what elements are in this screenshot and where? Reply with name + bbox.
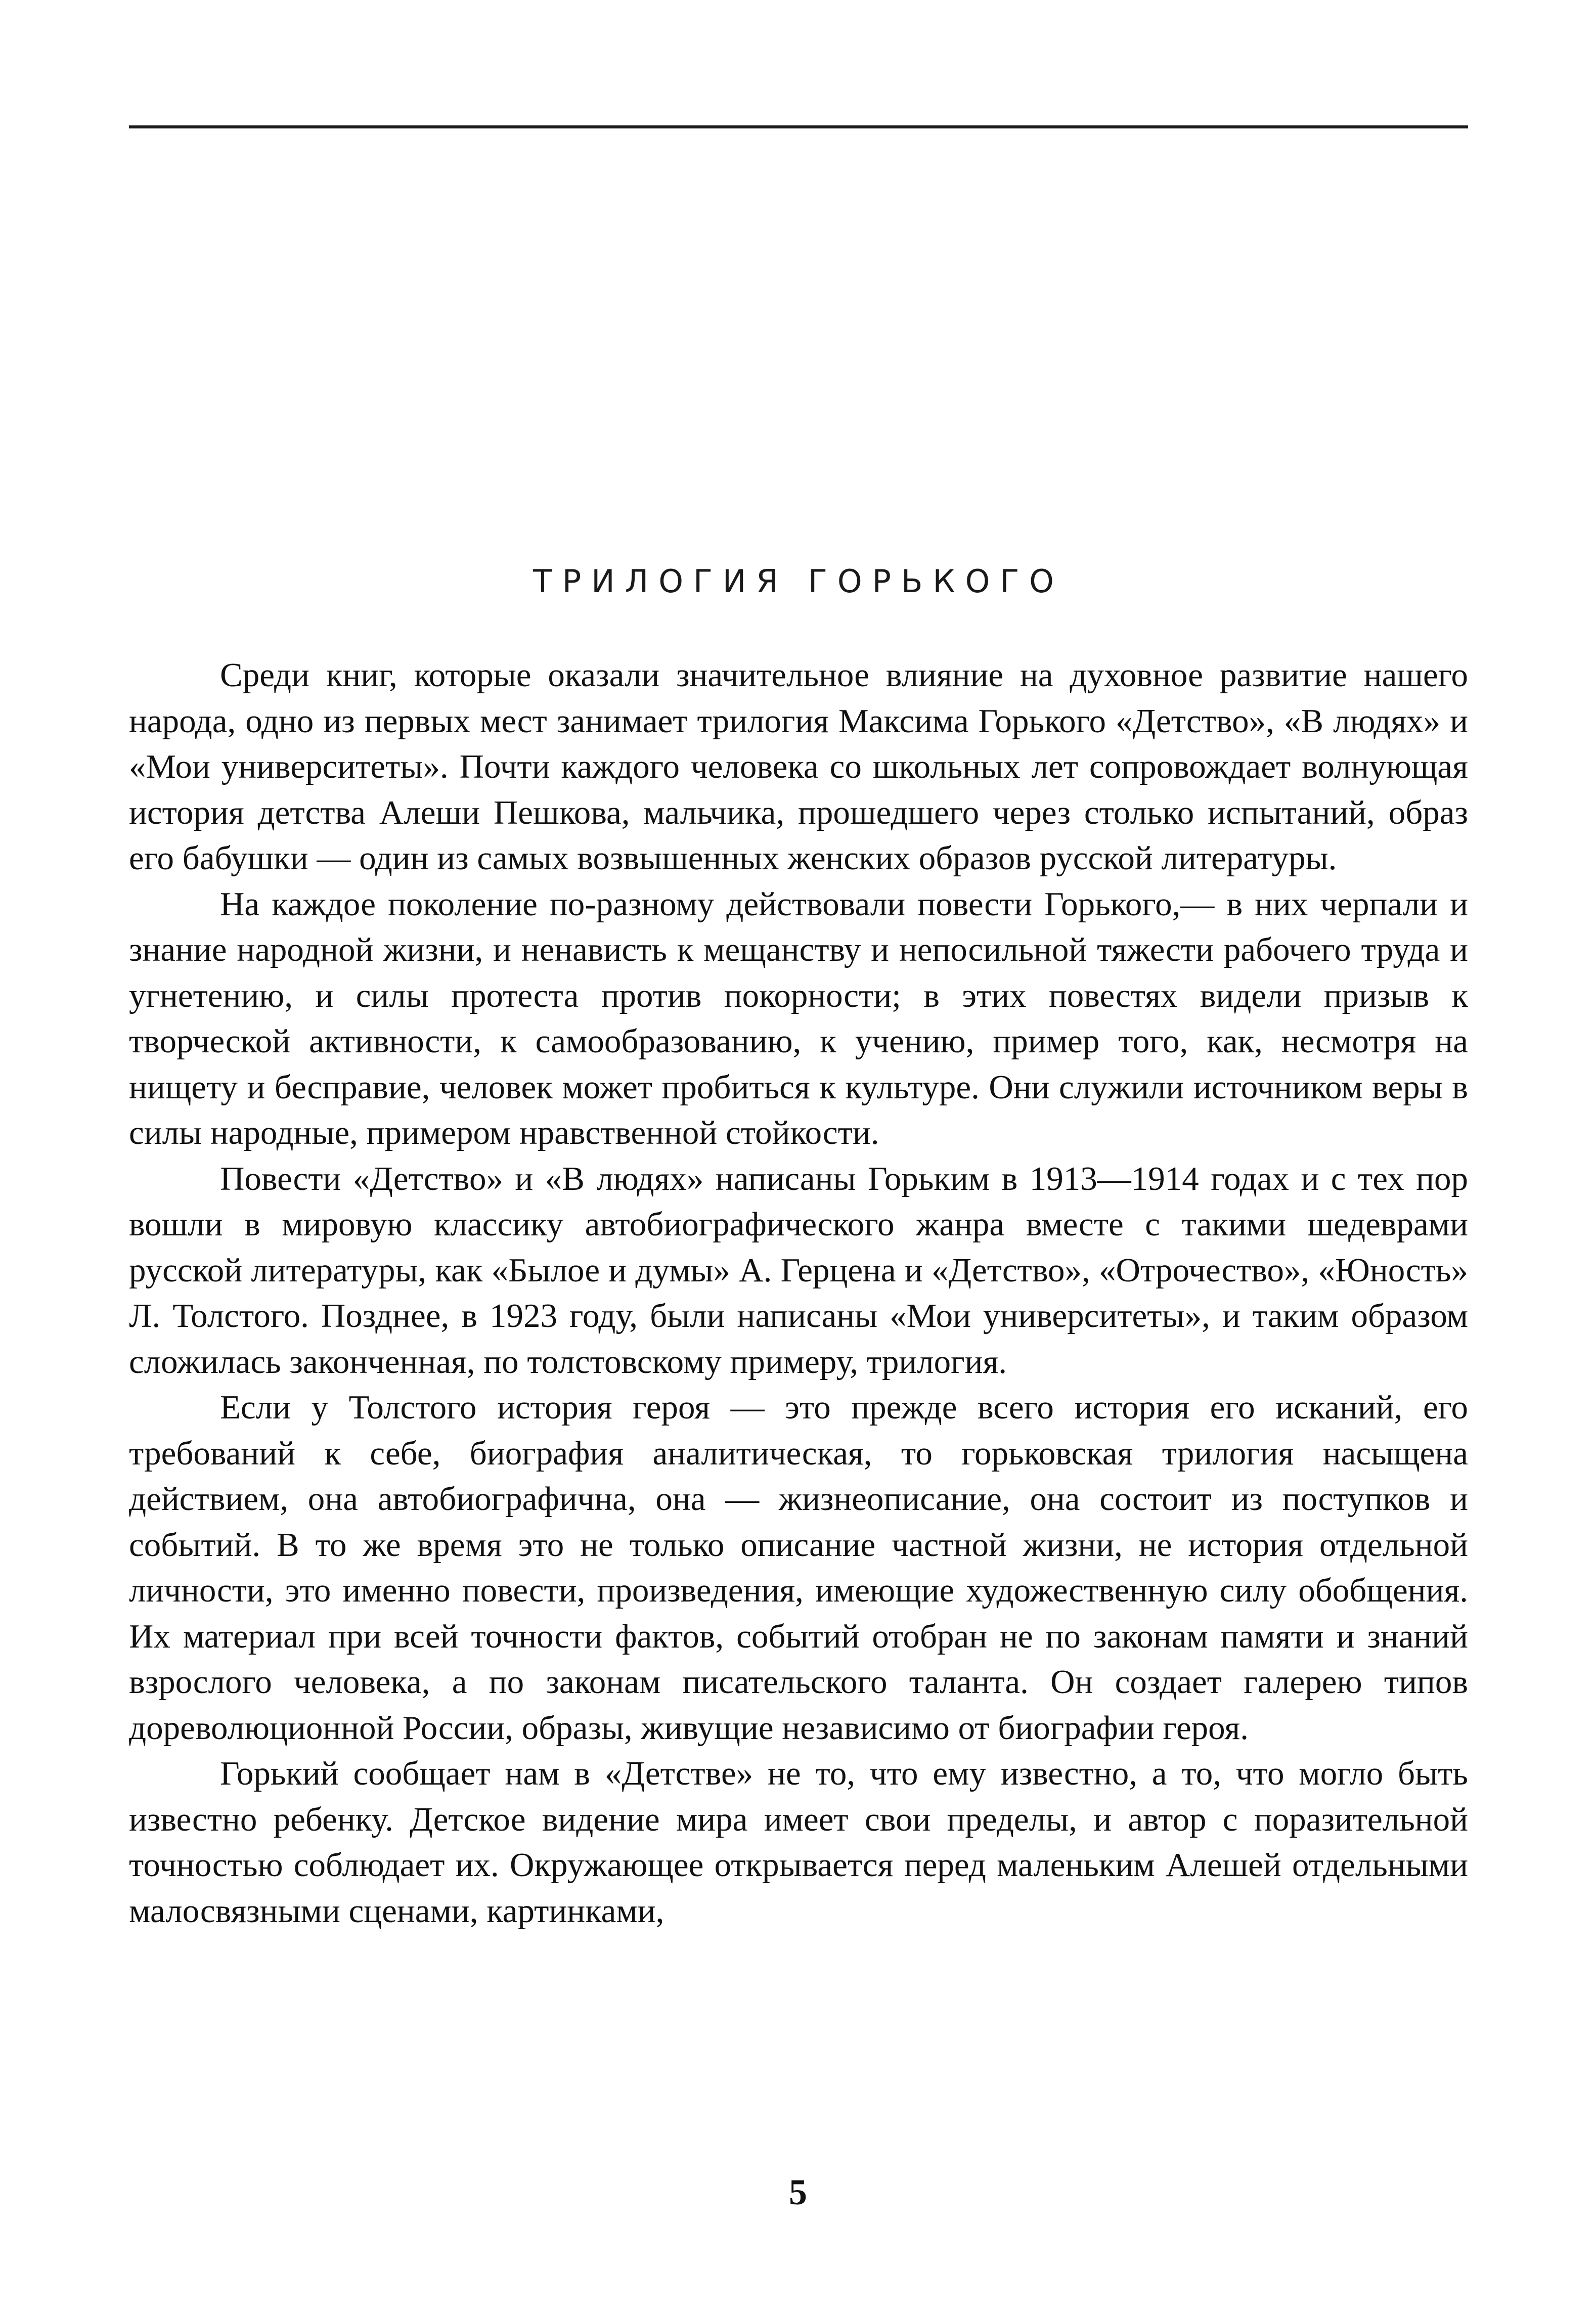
- top-rule-divider: [129, 125, 1468, 128]
- page-number: 5: [789, 2172, 807, 2212]
- paragraph-1: Среди книг, которые оказали значительное влияние на духовное развитие нашего народа, одно из первых мест занимает трилогия Максима Горького «Детство», «В людях» и «Мои университеты». Почти каждого человека со школьных лет сопровождает волнующая история детства Алеши Пешкова, мальчика, прошедшего через столько испытаний, образ его бабушки — один из самых возвышенных женских образов русской литературы.: [129, 656, 1468, 877]
- chapter-title: ТРИЛОГИЯ ГОРЬКОГО: [533, 563, 1064, 600]
- paragraph-2: На каждое поколение по-разному действовали повести Горького,— в них черпали и знание народной жизни, и ненависть к мещанству и непосильной тяжести рабочего труда и угнетению, и силы протеста против покорности; в этих повестях видели призыв к творческой активности, к самообразованию, к учению, пример того, как, несмотря на нищету и бесправие, человек может пробиться к культуре. Они служили источником веры в силы народные, примером нравственной стойкости.: [129, 885, 1468, 1151]
- paragraph-4: Если у Толстого история героя — это прежде всего история его исканий, его требований к себе, биография аналитическая, то горьковская трилогия насыщена действием, она автобиографична, она — жизнеописание, она состоит из поступков и событий. В то же время это не только описание частной жизни, не история отдельной личности, это именно повести, произведения, имеющие художественную силу обобщения. Их материал при всей точности фактов, событий отобран не по законам памяти и знаний взрослого человека, а по законам писательского таланта. Он создает галерею типов дореволюционной России, образы, живущие независимо от биографии героя.: [129, 1389, 1468, 1747]
- paragraph-5: Горький сообщает нам в «Детстве» не то, что ему известно, а то, что могло быть известно ребенку. Детское видение мира имеет свои пределы, и автор с поразительной точностью соблюдает их. Окружающее открывается перед маленьким Алешей отдельными малосвязными сценами, картинками,: [129, 1755, 1468, 1930]
- paragraph-3: Повести «Детство» и «В людях» написаны Горьким в 1913—1914 годах и с тех пор вошли в мировую классику автобиографического жанра вместе с такими шедеврами русской литературы, как «Былое и думы» А. Герцена и «Детство», «Отрочество», «Юность» Л. Толстого. Позднее, в 1923 году, были написаны «Мои университеты», и таким образом сложилась законченная, по толстовскому примеру, трилогия.: [129, 1160, 1468, 1381]
- body-text: [129, 652, 1468, 1934]
